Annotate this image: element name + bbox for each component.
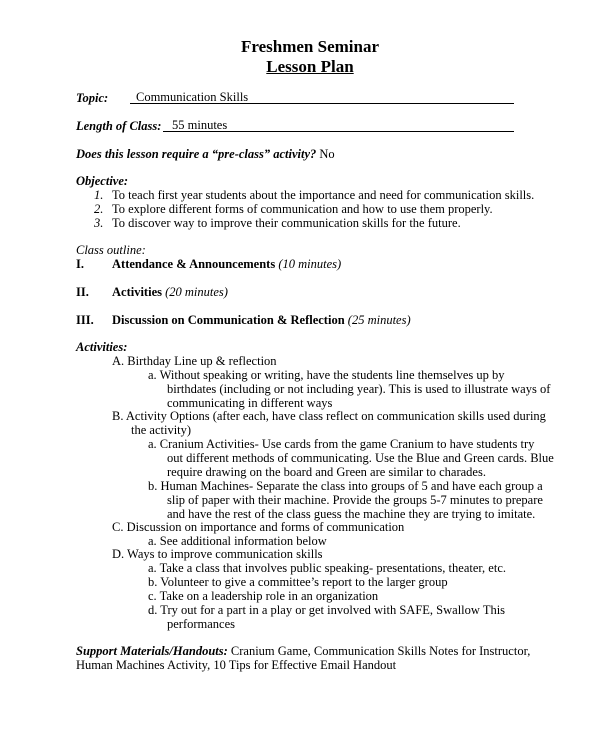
outline-item <box>112 313 411 327</box>
document-title: Freshmen Seminar <box>240 37 380 56</box>
objective-number: 1. <box>94 188 104 202</box>
support-line <box>76 644 530 658</box>
activity-subitem: b. Volunteer to give a committee’s report to the larger group <box>148 575 448 589</box>
objective-text: To teach first year students about the importance and need for communication skills. <box>112 188 535 202</box>
outline-title: Attendance & Announcements <box>112 257 276 271</box>
activity-subitem-continued: slip of paper with their machine. Provide the groups 5-7 minutes to prepare <box>167 493 543 507</box>
outline-number: II. <box>76 285 89 299</box>
activity-subitem-continued: require drawing on the board and Green are similar to charades. <box>167 465 486 479</box>
outline-number: I. <box>76 257 84 271</box>
objective-item <box>94 202 493 216</box>
objective-item <box>94 216 461 230</box>
outline-item <box>112 257 341 271</box>
objective-label: Objective: <box>76 174 129 188</box>
outline-item <box>112 285 228 299</box>
activity-subitem: b. Human Machines- Separate the class into groups of 5 and have each group a <box>148 479 543 493</box>
document-subtitle: Lesson Plan <box>266 57 354 76</box>
objective-number: 2. <box>94 202 104 216</box>
activity-heading: C. Discussion on importance and forms of communication <box>112 520 405 534</box>
activity-subitem-continued: birthdates (including or not including year). This is used to illustrate ways of <box>167 382 551 396</box>
outline-duration: (10 minutes) <box>275 257 342 271</box>
outline-duration: (20 minutes) <box>161 285 228 299</box>
activity-subitem-continued: and have the rest of the class guess the machine they are trying to imitate. <box>167 507 536 521</box>
length-label: Length of Class: <box>76 119 162 133</box>
outline-number: III. <box>76 313 94 327</box>
activity-heading: D. Ways to improve communication skills <box>112 547 323 561</box>
support-label: Support Materials/Handouts: <box>76 644 228 658</box>
topic-label: Topic: <box>76 91 109 105</box>
topic-value: Communication Skills <box>136 90 249 104</box>
outline-title: Activities <box>112 285 162 299</box>
objective-text: To discover way to improve their communication skills for the future. <box>112 216 461 230</box>
preclass-question: Does this lesson require a “pre-class” activity? <box>76 147 317 161</box>
preclass-line <box>76 147 335 161</box>
objective-number: 3. <box>94 216 104 230</box>
length-value: 55 minutes <box>172 118 228 132</box>
activity-heading: A. Birthday Line up & reflection <box>112 354 277 368</box>
outline-label: Class outline: <box>76 243 146 257</box>
activity-subitem: a. Take a class that involves public speaking- presentations, theater, etc. <box>148 561 506 575</box>
activities-label: Activities: <box>76 340 128 354</box>
objective-text: To explore different forms of communication and how to use them properly. <box>112 202 493 216</box>
activity-subitem: d. Try out for a part in a play or get involved with SAFE, Swallow This <box>148 603 506 617</box>
activity-subitem: a. See additional information below <box>148 534 327 548</box>
support-items: Cranium Game, Communication Skills Notes for Instructor, <box>227 644 531 658</box>
activity-subitem: a. Without speaking or writing, have the students line themselves up by <box>148 368 505 382</box>
outline-duration: (25 minutes) <box>344 313 411 327</box>
objective-item <box>94 188 534 202</box>
activity-subitem-continued: performances <box>167 617 236 631</box>
activity-subitem: c. Take on a leadership role in an organization <box>148 589 379 603</box>
activity-subitem-continued: communicating in different ways <box>167 396 333 410</box>
activity-subitem-continued: out different methods of communicating. Use the Blue and Green cards. Blue <box>167 451 554 465</box>
activity-heading-continued: the activity) <box>131 423 192 437</box>
activity-subitem: a. Cranium Activities- Use cards from the game Cranium to have students try <box>148 437 535 451</box>
preclass-answer: No <box>316 147 335 161</box>
activity-heading: B. Activity Options (after each, have class reflect on communication skills used during <box>112 409 546 423</box>
outline-title: Discussion on Communication & Reflection <box>112 313 345 327</box>
support-line-continued: Human Machines Activity, 10 Tips for Effective Email Handout <box>76 658 397 672</box>
